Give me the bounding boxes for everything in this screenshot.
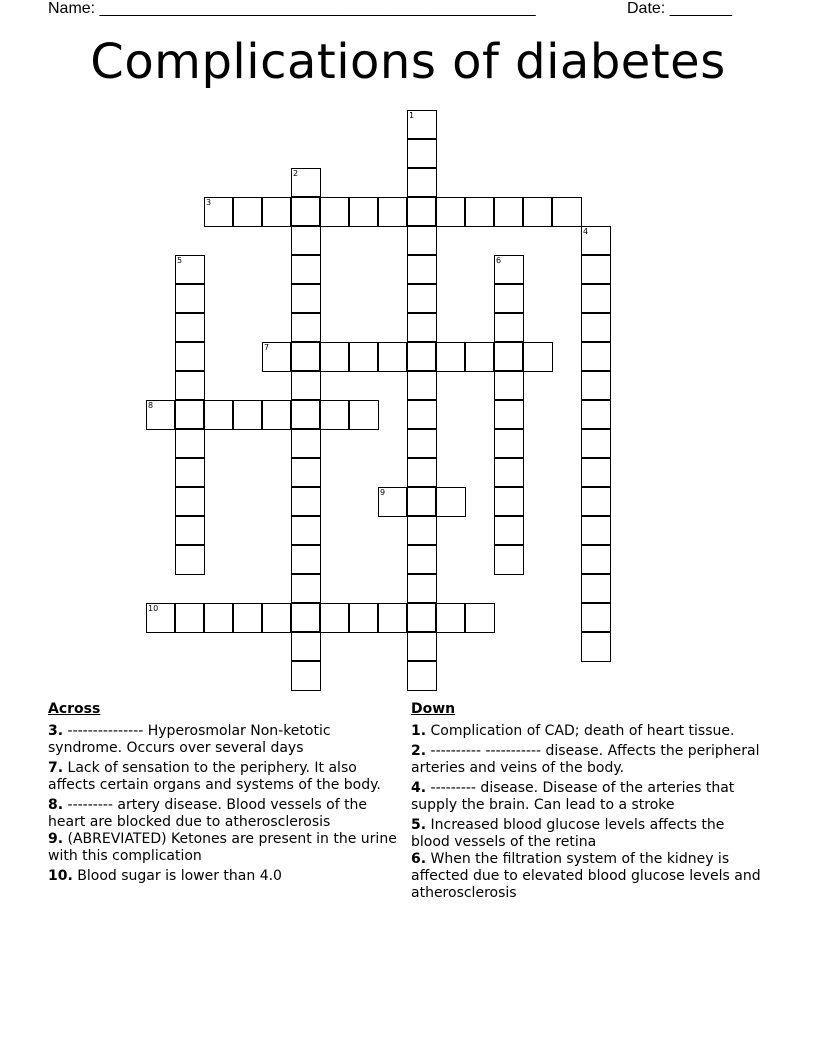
- clue-number: 3.: [48, 723, 64, 739]
- grid-cell[interactable]: [378, 342, 407, 372]
- grid-cell[interactable]: [407, 371, 437, 400]
- clue-down-5: [411, 817, 763, 851]
- grid-cell[interactable]: [494, 458, 524, 487]
- grid-cell[interactable]: [407, 400, 437, 429]
- grid-cell[interactable]: [581, 371, 611, 400]
- grid-cell[interactable]: [581, 255, 611, 284]
- clue-text: --------------- Hyperosmolar Non-ketotic syndrome. Occurs over several days: [48, 723, 331, 756]
- grid-cell[interactable]: [175, 458, 205, 487]
- grid-cell[interactable]: [581, 400, 611, 429]
- grid-cell[interactable]: [262, 342, 291, 372]
- grid-cell[interactable]: [204, 603, 233, 633]
- grid-cell[interactable]: [291, 574, 321, 603]
- clue-text: Lack of sensation to the periphery. It also affects certain organs and systems of the body.: [48, 760, 381, 793]
- grid-cell[interactable]: [146, 603, 175, 633]
- grid-cell[interactable]: [581, 603, 611, 632]
- clue-text: Complication of CAD; death of heart tissue.: [430, 723, 735, 739]
- grid-cell[interactable]: [291, 255, 321, 284]
- grid-cell[interactable]: [581, 226, 611, 255]
- cell-number: 2: [293, 169, 299, 178]
- cell-number: 6: [496, 256, 502, 265]
- grid-cell[interactable]: [407, 255, 437, 284]
- grid-cell[interactable]: [407, 226, 437, 255]
- grid-cell[interactable]: [581, 516, 611, 545]
- clue-across-8: [48, 797, 400, 831]
- grid-cell[interactable]: [465, 197, 494, 227]
- grid-cell[interactable]: [581, 458, 611, 487]
- down-clues: [411, 701, 763, 905]
- grid-cell[interactable]: [407, 197, 436, 226]
- clue-number: 1.: [411, 723, 427, 739]
- grid-cell[interactable]: [233, 400, 262, 430]
- grid-cell[interactable]: [494, 429, 524, 458]
- grid-cell[interactable]: [175, 342, 205, 371]
- grid-cell[interactable]: [349, 603, 378, 633]
- grid-cell[interactable]: [175, 371, 205, 400]
- grid-cell[interactable]: [320, 342, 349, 372]
- name-field[interactable]: Name: _________________________________________________: [48, 0, 536, 17]
- clue-number: 6.: [411, 851, 427, 867]
- grid-cell[interactable]: [407, 342, 436, 371]
- grid-cell[interactable]: [494, 545, 524, 575]
- grid-cell[interactable]: [494, 487, 524, 516]
- grid-cell[interactable]: [175, 603, 204, 633]
- grid-cell[interactable]: [407, 139, 437, 168]
- grid-cell[interactable]: [175, 313, 205, 342]
- grid-cell[interactable]: [175, 429, 205, 458]
- grid-cell[interactable]: [407, 168, 437, 197]
- grid-cell[interactable]: [175, 516, 205, 545]
- clue-number: 2.: [411, 743, 427, 759]
- grid-cell[interactable]: [494, 516, 524, 545]
- grid-cell[interactable]: [175, 545, 205, 575]
- grid-cell[interactable]: [320, 603, 349, 633]
- grid-cell[interactable]: [581, 342, 611, 371]
- grid-cell[interactable]: [523, 197, 552, 227]
- grid-cell[interactable]: [262, 197, 291, 227]
- clue-number: 8.: [48, 797, 64, 813]
- grid-cell[interactable]: [407, 516, 437, 545]
- grid-cell[interactable]: [407, 284, 437, 313]
- cell-number: 1: [409, 111, 415, 120]
- grid-cell[interactable]: [494, 342, 523, 371]
- grid-cell[interactable]: [378, 487, 407, 517]
- grid-cell[interactable]: [378, 197, 407, 227]
- grid-cell[interactable]: [320, 400, 349, 430]
- grid-cell[interactable]: [436, 342, 465, 372]
- page-title: Complications of diabetes: [90, 34, 726, 90]
- cell-number: 5: [177, 256, 183, 265]
- grid-cell[interactable]: [204, 197, 233, 227]
- clue-number: 4.: [411, 780, 427, 796]
- grid-cell[interactable]: [378, 603, 407, 633]
- grid-cell[interactable]: [465, 603, 495, 633]
- cell-number: 8: [148, 401, 154, 410]
- grid-cell[interactable]: [291, 313, 321, 342]
- cell-number: 10: [148, 604, 159, 613]
- grid-cell[interactable]: [291, 342, 320, 371]
- grid-cell[interactable]: [407, 545, 437, 574]
- grid-cell[interactable]: [291, 429, 321, 458]
- grid-cell[interactable]: [291, 545, 321, 574]
- grid-cell[interactable]: [407, 632, 437, 661]
- grid-cell[interactable]: [233, 603, 262, 633]
- clue-down-2: [411, 743, 763, 777]
- grid-cell[interactable]: [175, 487, 205, 516]
- grid-cell[interactable]: [494, 400, 524, 429]
- clue-number: 5.: [411, 817, 427, 833]
- date-field[interactable]: Date: _______: [627, 0, 732, 17]
- clue-down-6: [411, 851, 763, 902]
- grid-cell[interactable]: [262, 400, 291, 430]
- grid-cell[interactable]: [291, 197, 320, 226]
- clue-text: When the filtration system of the kidney is affected due to elevated blood glucose levels and atherosclerosis: [411, 851, 761, 901]
- grid-cell[interactable]: [291, 603, 320, 632]
- grid-cell[interactable]: [349, 342, 378, 372]
- grid-cell[interactable]: [552, 197, 582, 227]
- down-heading: Down: [411, 701, 456, 717]
- clue-number: 7.: [48, 760, 64, 776]
- cell-number: 9: [380, 488, 386, 497]
- grid-cell[interactable]: [291, 487, 321, 516]
- grid-cell[interactable]: [233, 197, 262, 227]
- grid-cell[interactable]: [291, 168, 321, 197]
- grid-cell[interactable]: [349, 400, 379, 430]
- grid-cell[interactable]: [581, 284, 611, 313]
- grid-cell[interactable]: [407, 458, 437, 487]
- across-clues: [48, 701, 400, 888]
- clue-number: 10.: [48, 868, 73, 884]
- clue-down-4: [411, 780, 763, 814]
- grid-cell[interactable]: [349, 197, 378, 227]
- grid-cell[interactable]: [291, 516, 321, 545]
- grid-cell[interactable]: [291, 400, 320, 429]
- grid-cell[interactable]: [407, 429, 437, 458]
- clue-text: ---------- ----------- disease. Affects the peripheral arteries and veins of the body.: [411, 743, 760, 776]
- grid-cell[interactable]: [494, 284, 524, 313]
- grid-cell[interactable]: [581, 574, 611, 603]
- grid-cell[interactable]: [407, 110, 437, 139]
- grid-cell[interactable]: [262, 603, 291, 633]
- grid-cell[interactable]: [320, 197, 349, 227]
- clue-across-9: [48, 831, 400, 865]
- grid-cell[interactable]: [436, 487, 466, 517]
- grid-cell[interactable]: [581, 487, 611, 516]
- grid-cell[interactable]: [523, 342, 553, 372]
- cell-number: 3: [206, 198, 212, 207]
- grid-cell[interactable]: [291, 661, 321, 691]
- grid-cell[interactable]: [436, 197, 465, 227]
- across-heading: Across: [48, 701, 101, 717]
- grid-cell[interactable]: [581, 632, 611, 662]
- grid-cell[interactable]: [407, 661, 437, 691]
- grid-cell[interactable]: [175, 255, 205, 284]
- clue-across-10: [48, 868, 400, 885]
- clue-down-1: [411, 723, 763, 740]
- grid-cell[interactable]: [204, 400, 233, 430]
- grid-cell[interactable]: [494, 197, 523, 227]
- grid-cell[interactable]: [291, 226, 321, 255]
- clue-text: --------- disease. Disease of the arteries that supply the brain. Can lead to a stroke: [411, 780, 735, 813]
- grid-cell[interactable]: [436, 603, 465, 633]
- grid-cell[interactable]: [581, 545, 611, 574]
- grid-cell[interactable]: [146, 400, 175, 430]
- grid-cell[interactable]: [465, 342, 494, 372]
- clue-across-7: [48, 760, 400, 794]
- grid-cell[interactable]: [407, 574, 437, 603]
- clue-text: Blood sugar is lower than 4.0: [77, 868, 282, 884]
- grid-cell[interactable]: [407, 487, 436, 516]
- grid-cell[interactable]: [494, 313, 524, 342]
- cell-number: 4: [583, 227, 589, 236]
- clue-text: Increased blood glucose levels affects the blood vessels of the retina: [411, 817, 725, 850]
- grid-cell[interactable]: [175, 284, 205, 313]
- grid-cell[interactable]: [581, 429, 611, 458]
- grid-cell[interactable]: [291, 284, 321, 313]
- grid-cell[interactable]: [494, 371, 524, 400]
- grid-cell[interactable]: [407, 313, 437, 342]
- clue-number: 9.: [48, 831, 64, 847]
- cell-number: 7: [264, 343, 270, 352]
- clue-text: --------- artery disease. Blood vessels of the heart are blocked due to atherosclerosis: [48, 797, 368, 830]
- grid-cell[interactable]: [291, 458, 321, 487]
- grid-cell[interactable]: [581, 313, 611, 342]
- clue-text: (ABREVIATED) Ketones are present in the urine with this complication: [48, 831, 397, 864]
- grid-cell[interactable]: [291, 632, 321, 661]
- grid-cell[interactable]: [494, 255, 524, 284]
- grid-cell[interactable]: [407, 603, 436, 632]
- grid-cell[interactable]: [291, 371, 321, 400]
- clue-across-3: [48, 723, 400, 757]
- grid-cell[interactable]: [175, 400, 204, 429]
